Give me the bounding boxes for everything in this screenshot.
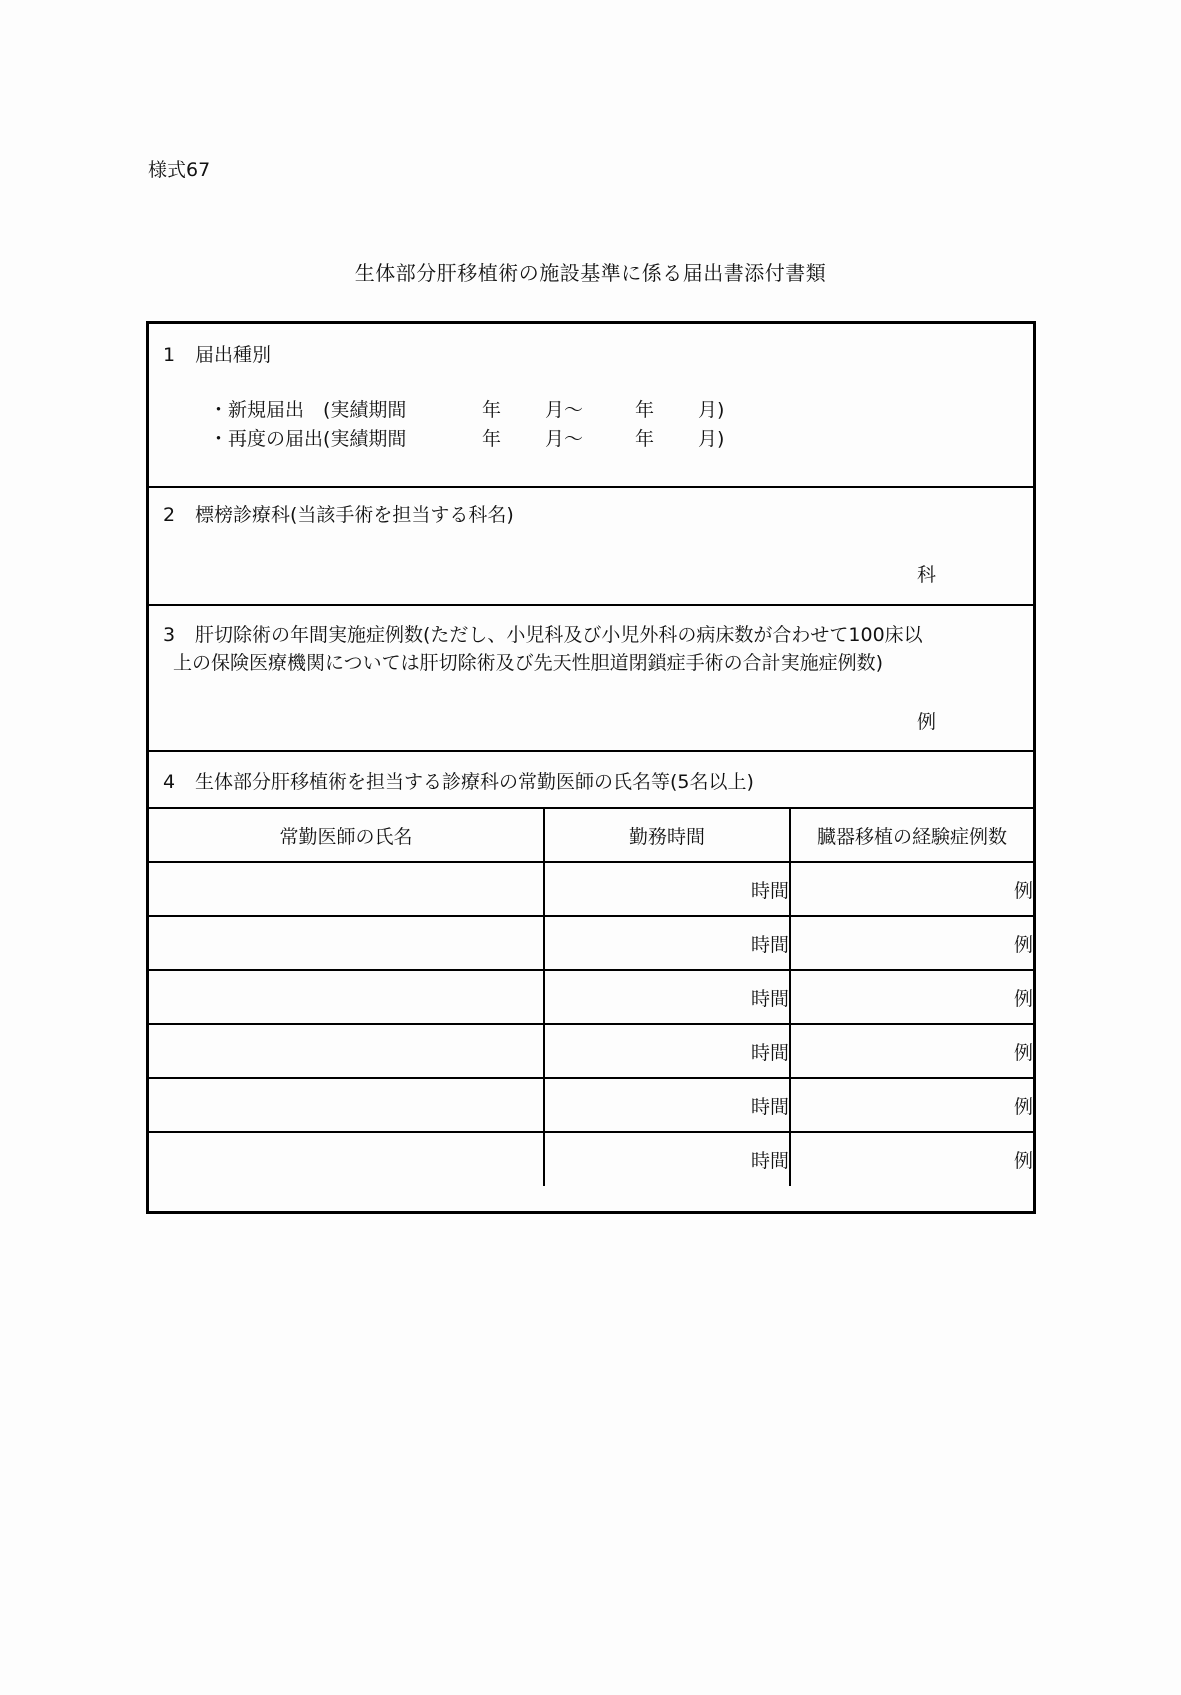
section-title: 標榜診療科(当該手術を担当する科名) [195,504,514,526]
hours-cell[interactable]: 時間 [544,1024,790,1078]
hours-cell[interactable]: 時間 [544,1078,790,1132]
table-row [149,970,1033,1024]
table-row [149,862,1033,916]
cases-cell[interactable]: 例 [790,1078,1033,1132]
document-title: 生体部分肝移植術の施設基準に係る届出書添付書類 [354,261,827,285]
section-title: 届出種別 [195,344,272,366]
cases-cell[interactable]: 例 [790,862,1033,916]
cases-cell[interactable]: 例 [790,1132,1033,1186]
section-number: 3 [163,624,176,646]
section-title: 生体部分肝移植術を担当する診療科の常勤医師の氏名等(5名以上) [195,771,754,793]
section-4-heading [163,767,754,794]
doctor-name-cell[interactable] [149,970,544,1024]
row-label: ・再度の届出(実績期間 [209,428,407,450]
section-2-heading [163,500,514,527]
start-year: 年 [482,428,502,450]
table-row [149,1024,1033,1078]
cases-unit[interactable]: 例 [917,711,937,733]
doctor-name-cell[interactable] [149,1024,544,1078]
start-month: 月～ [545,399,584,421]
cases-cell[interactable]: 例 [790,970,1033,1024]
form-id: 様式67 [148,159,211,181]
header-transplant-experience: 臓器移植の経験症例数 [790,808,1033,862]
section-3-line2: 上の保険医療機関については肝切除術及び先天性胆道閉鎖症手術の合計実施症例数) [173,652,884,674]
cases-cell[interactable]: 例 [790,916,1033,970]
section-notification-type [149,324,1033,488]
table-row [149,1132,1033,1186]
section-number: 1 [163,344,176,366]
hours-cell[interactable]: 時間 [544,1132,790,1186]
section-doctors [149,752,1033,809]
hours-cell[interactable]: 時間 [544,916,790,970]
section-number: 2 [163,504,176,526]
section-title: 肝切除術の年間実施症例数(ただし、小児科及び小児外科の病床数が合わせて100床以 [195,624,923,646]
section-department [149,488,1033,606]
hours-cell[interactable]: 時間 [544,970,790,1024]
hours-cell[interactable]: 時間 [544,862,790,916]
end-year: 年 [635,399,655,421]
header-working-hours: 勤務時間 [544,808,790,862]
header-doctor-name: 常勤医師の氏名 [149,808,544,862]
doctor-name-cell[interactable] [149,1078,544,1132]
table-row [149,916,1033,970]
cases-cell[interactable]: 例 [790,1024,1033,1078]
start-month: 月～ [545,428,584,450]
end-month: 月) [698,428,725,450]
doctors-table [149,807,1033,1186]
doctor-name-cell[interactable] [149,916,544,970]
doctor-name-cell[interactable] [149,1132,544,1186]
table-header-row [149,808,1033,862]
section-3-line1 [163,620,923,647]
end-year: 年 [635,428,655,450]
start-year: 年 [482,399,502,421]
end-month: 月) [698,399,725,421]
section-number: 4 [163,771,176,793]
form-frame [146,321,1036,1214]
row-label: ・新規届出 (実績期間 [209,399,407,421]
department-unit[interactable]: 科 [917,564,937,586]
doctor-name-cell[interactable] [149,862,544,916]
section-1-heading [163,340,271,367]
section-annual-cases [149,606,1033,752]
table-row [149,1078,1033,1132]
